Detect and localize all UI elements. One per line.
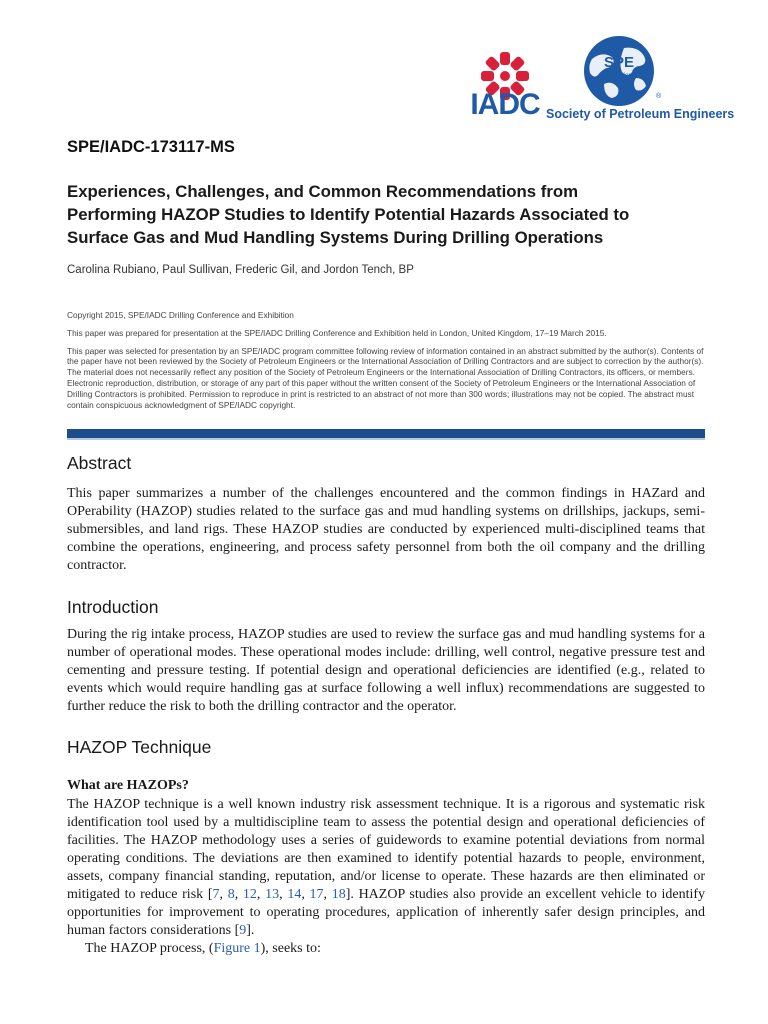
- spe-globe-logo: [564, 34, 674, 109]
- title-line: Performing HAZOP Studies to Identify Potential Hazards Associated to: [67, 205, 630, 224]
- introduction-body: During the rig intake process, HAZOP studies are used to review the surface gas and mud handling systems for a number of operational modes. These operational modes include: drilling, well control, negative pressure test and cementing and pressure testing. If potential design and operational deficiencies are identified (e.g., related to events which would require handling gas at surface following a well influx) recommendations are suggested to further reduce the risk to both the drilling contractor and the operator.: [67, 627, 705, 714]
- presentation-note: This paper was prepared for presentation at the SPE/IADC Drilling Conference and Exhibition held in London, United Kingdom, 17–19 March 2015.: [67, 327, 607, 338]
- hazop-heading: HAZOP Technique: [67, 737, 212, 757]
- permission-note: This paper was selected for presentation by an SPE/IADC program committee following review of information contained in an abstract submitted by the author(s). Contents of the paper have not been reviewed by the Society of Petroleum Engineers or the International Association of Drilling Contractors and are subject to correction by the author(s). The material does not necessarily reflect any position of the Society of Petroleum Engineers or the International Association of Drilling Contractors, its officers, or members. Electronic reproduction, distribution, or storage of any part of this paper without the written consent of the Society of Petroleum Engineers or the International Association of Drilling Contractors is prohibited. Permission to reproduce in print is restricted to an abstract of not more than 300 words; illustrations may not be copied. The abstract must contain conspicuous acknowledgment of SPE/IADC copyright.: [67, 345, 704, 410]
- hazop-text: ].: [246, 923, 255, 938]
- registered-mark: ®: [656, 93, 662, 100]
- spe-badge-text: SPE: [603, 54, 635, 71]
- spe-badge-subtext: International: [603, 73, 637, 79]
- abstract-heading: Abstract: [67, 453, 132, 473]
- iadc-wordmark: IADC: [470, 88, 540, 121]
- hazop-text: The HAZOP process, (: [85, 941, 214, 956]
- hazop-text: ]. HAZOP studies also provide an excellent vehicle to identify opportunities for improvement to operating procedures, application of inherently safer design principles, and human factors considerations [: [67, 887, 706, 938]
- introduction-heading: Introduction: [67, 597, 159, 617]
- citation-link[interactable]: 8: [227, 887, 235, 902]
- citation-link[interactable]: 7: [212, 887, 220, 902]
- figure-link[interactable]: Figure 1: [213, 941, 261, 956]
- section-divider: [67, 429, 705, 438]
- section-divider-shadow: [67, 438, 705, 440]
- copyright-line: Copyright 2015, SPE/IADC Drilling Conference and Exhibition: [67, 310, 294, 320]
- hazop-paragraph: The HAZOP technique is a well known industry risk assessment technique. It is a rigorous and systematic risk identification tool used by a multidiscipline team to assess the potential design and operational deficiencies of facilities. The HAZOP methodology uses a series of guidewords to examine potential deviations from normal operating conditions. The deviations are then examined to identify potential hazards to people, environment, assets, company financial standing, reputation, and/or license to operate. These hazards are then eliminated or mitigated to reduce risk [7, 8, 12, 13, 14, 17, 18]. HAZOP studies also provide an excellent vehicle to identify opportunities for improvement to operating procedures, application of inherently safer design principles, and human factors considerations [9].: [67, 797, 706, 938]
- abstract-body: This paper summarizes a number of the challenges encountered and the common findings in HAZard and OPerability (HAZOP) studies related to the surface gas and mud handling systems on drillships, jackups, semi-submersibles, and land rigs. These HAZOP studies are conducted by experienced multi-disciplined teams that combine the operations, engineering, and process safety personnel from both the oil company and the drilling contractor.: [67, 486, 705, 573]
- paper-title: [67, 180, 707, 249]
- title-line: Experiences, Challenges, and Common Recommendations from: [67, 182, 579, 201]
- copyright-notice: [67, 310, 707, 417]
- citation-link[interactable]: 14: [287, 887, 302, 902]
- hazop-subheading: What are HAZOPs?: [67, 778, 189, 793]
- spe-society-name: Society of Petroleum Engineers: [546, 107, 735, 121]
- citation-link[interactable]: 9: [239, 923, 247, 938]
- authors: Carolina Rubiano, Paul Sullivan, Frederic Gil, and Jordon Tench, BP: [67, 264, 414, 276]
- hazop-text: The HAZOP technique is a well known industry risk assessment technique. It is a rigorous and systematic risk identification tool used by a multidiscipline team to assess the potential design and operational deficiencies of facilities. The HAZOP methodology uses a series of guidewords to examine potential deviations from normal operating conditions. The deviations are then examined to identify potential hazards to people, environment, assets, company financial standing, reputation, and/or license to operate. These hazards are then eliminated or mitigated to reduce risk [: [67, 797, 705, 902]
- citation-link[interactable]: 13: [265, 887, 280, 902]
- citation-link[interactable]: 12: [242, 887, 257, 902]
- hazop-process-paragraph: [67, 940, 705, 958]
- citation-link[interactable]: 17: [309, 887, 324, 902]
- header-logos: [470, 34, 735, 124]
- title-line: Surface Gas and Mud Handling Systems During Drilling Operations: [67, 228, 604, 247]
- citation-link[interactable]: 18: [331, 887, 346, 902]
- paper-id: SPE/IADC-173117-MS: [67, 138, 235, 156]
- hazop-text: ), seeks to:: [260, 941, 321, 956]
